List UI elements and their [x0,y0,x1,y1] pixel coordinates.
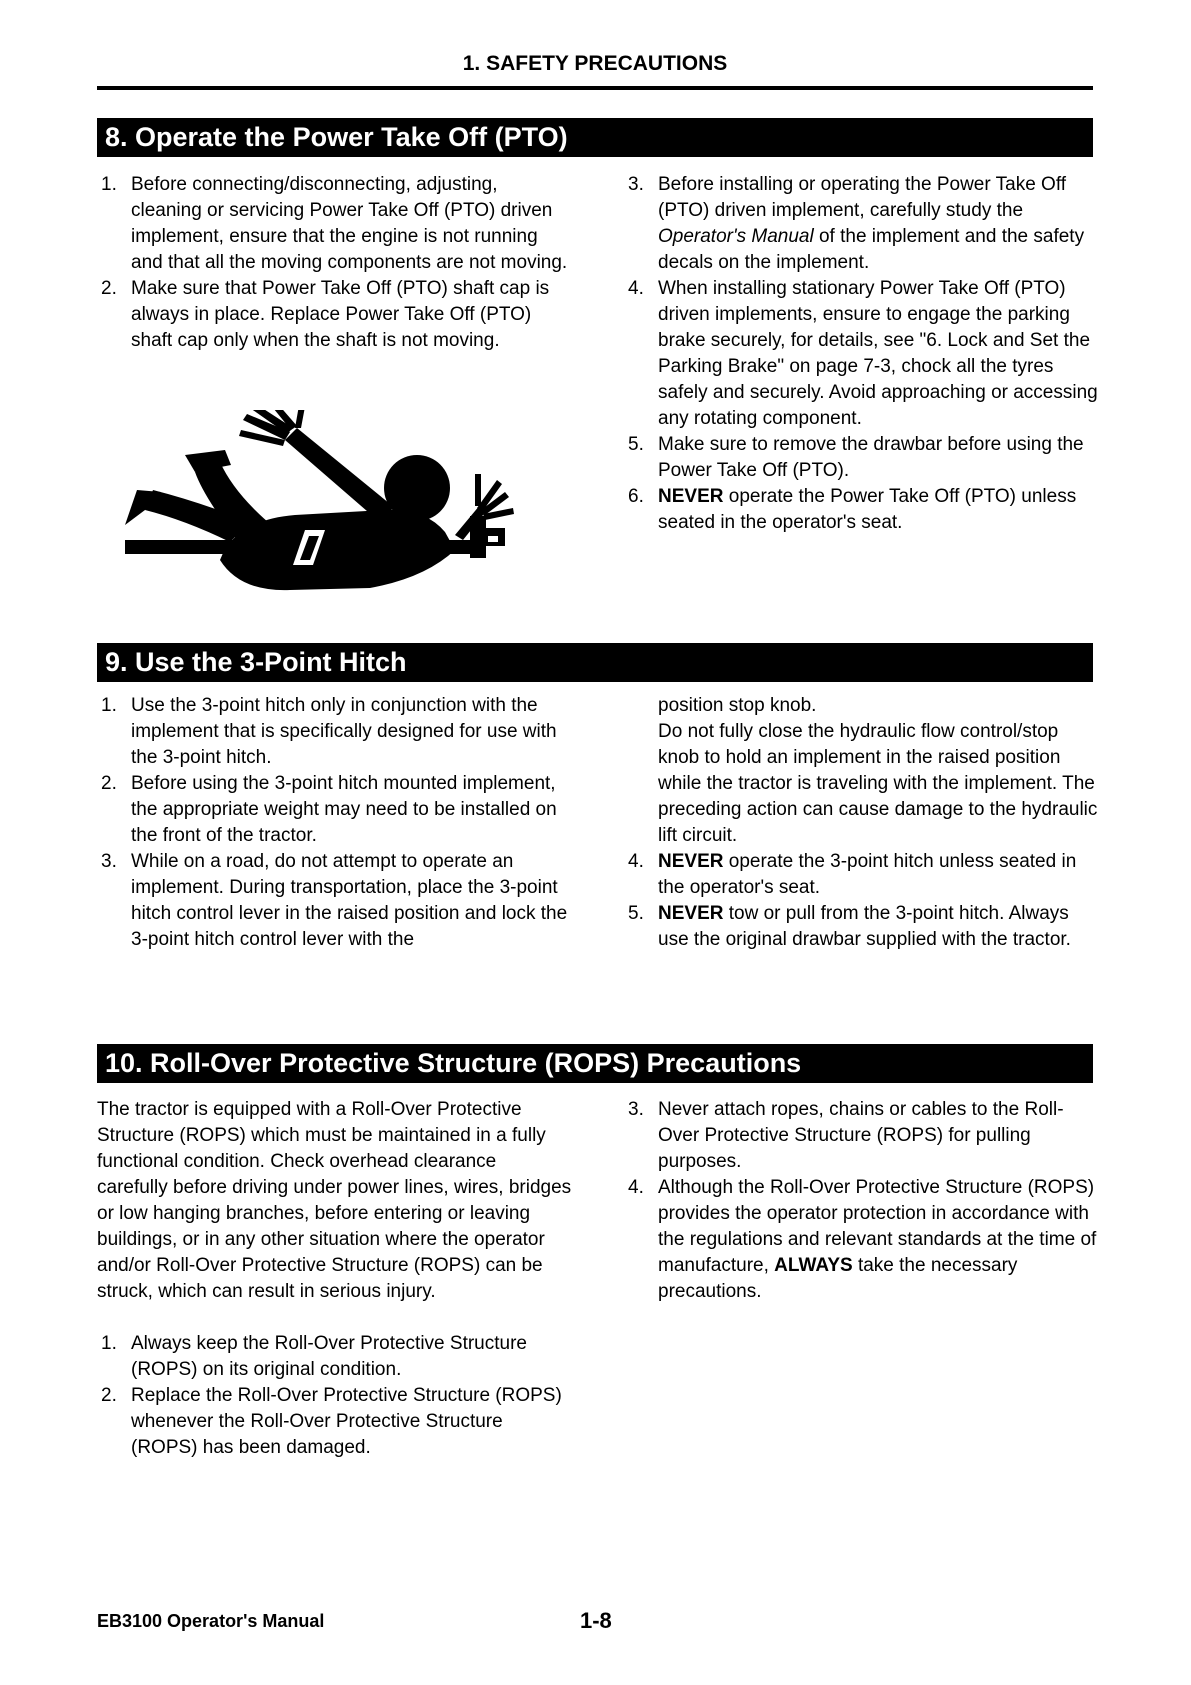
page-header-title: 1. SAFETY PRECAUTIONS [462,52,728,75]
pto-item-6: 6. NEVER operate the Power Take Off (PTO) unless seated in the operator's seat. [628,486,1077,533]
rops-intro: The tractor is equipped with a Roll-Over Protective Structure (ROPS) which must be maintained in a fully functional condition. Check overhead clearance carefully before driving under power lines, wires, bridges or low hanging branches, before entering or leaving buildings, or in any other situation where the operator and/or Roll-Over Protective Structure (ROPS) can be struck, which can result in serious injury. [97,1099,572,1302]
rops-left-column [97,1097,572,1461]
pto-item-3: 3. Before installing or operating the Power Take Off (PTO) driven implement, carefully study the Operator's Manual of the implement and the safety decals on the implement. [628,174,1085,273]
pto-item-5: 5. Make sure to remove the drawbar before using the Power Take Off (PTO). [628,434,1084,481]
hitch-right-column [624,693,1099,953]
hitch-item-3-note: Do not fully close the hydraulic flow control/stop knob to hold an implement in the raised position while the tractor is traveling with the implement. The preceding action can cause damage to the hydraulic lift circuit. [658,721,1098,846]
rops-item-3: 3. Never attach ropes, chains or cables to the Roll-Over Protective Structure (ROPS) for pulling purposes. [628,1099,1064,1172]
rops-item-4: 4. Although the Roll-Over Protective Structure (ROPS) provides the operator protection in accordance with the regulations and relevant standards at the time of manufacture, ALWAYS take the necessary precautions. [628,1177,1097,1302]
hitch-item-4: 4. NEVER operate the 3-point hitch unless seated in the operator's seat. [628,851,1077,898]
pto-entanglement-warning-icon [125,410,550,625]
hitch-item-5: 5. NEVER tow or pull from the 3-point hitch. Always use the original drawbar supplied with the tractor. [628,903,1071,950]
hitch-item-2: 2. Before using the 3-point hitch mounted implement, the appropriate weight may need to be installed on the front of the tractor. [101,773,557,846]
rops-item-1: 1. Always keep the Roll-Over Protective Structure (ROPS) on its original condition. [101,1333,527,1380]
hitch-item-1: 1. Use the 3-point hitch only in conjunction with the implement that is specifically designed for use with the 3-point hitch. [101,695,557,768]
pto-item-2: 2. Make sure that Power Take Off (PTO) shaft cap is always in place. Replace Power Take Off (PTO) shaft cap only when the shaft is not moving. [101,278,550,351]
pto-left-column [97,172,572,354]
footer-page-number: 1-8 [580,1608,612,1633]
pto-right-column [624,172,1099,536]
hitch-left-column [97,693,572,953]
rops-right-column [624,1097,1099,1305]
pto-item-1: 1. Before connecting/disconnecting, adjusting, cleaning or servicing Power Take Off (PTO) driven implement, ensure that the engine is not running and that all the moving components are not moving. [101,174,568,273]
rops-item-2: 2. Replace the Roll-Over Protective Structure (ROPS) whenever the Roll-Over Protective Structure (ROPS) has been damaged. [101,1385,562,1458]
footer-manual-title: EB3100 Operator's Manual [97,1611,325,1631]
page-header [97,50,1093,90]
hitch-item-3: 3. While on a road, do not attempt to operate an implement. During transportation, place the 3-point hitch control lever in the raised position and lock the 3-point hitch control lever with the [101,851,568,950]
manual-reference: Operator's Manual [658,226,814,247]
section-title-rops: 10. Roll-Over Protective Structure (ROPS) Precautions [97,1044,1093,1083]
section-title-pto: 8. Operate the Power Take Off (PTO) [97,118,1093,157]
section-title-hitch: 9. Use the 3-Point Hitch [97,643,1093,682]
hitch-item-3-continued: position stop knob. [658,695,817,716]
pto-item-4: 4. When installing stationary Power Take Off (PTO) driven implements, ensure to engage the parking brake securely, for details, see "6. Lock and Set the Parking Brake" on page 7-3, chock all the tyres safely and securely. Avoid approaching or accessing any rotating component. [628,278,1098,429]
